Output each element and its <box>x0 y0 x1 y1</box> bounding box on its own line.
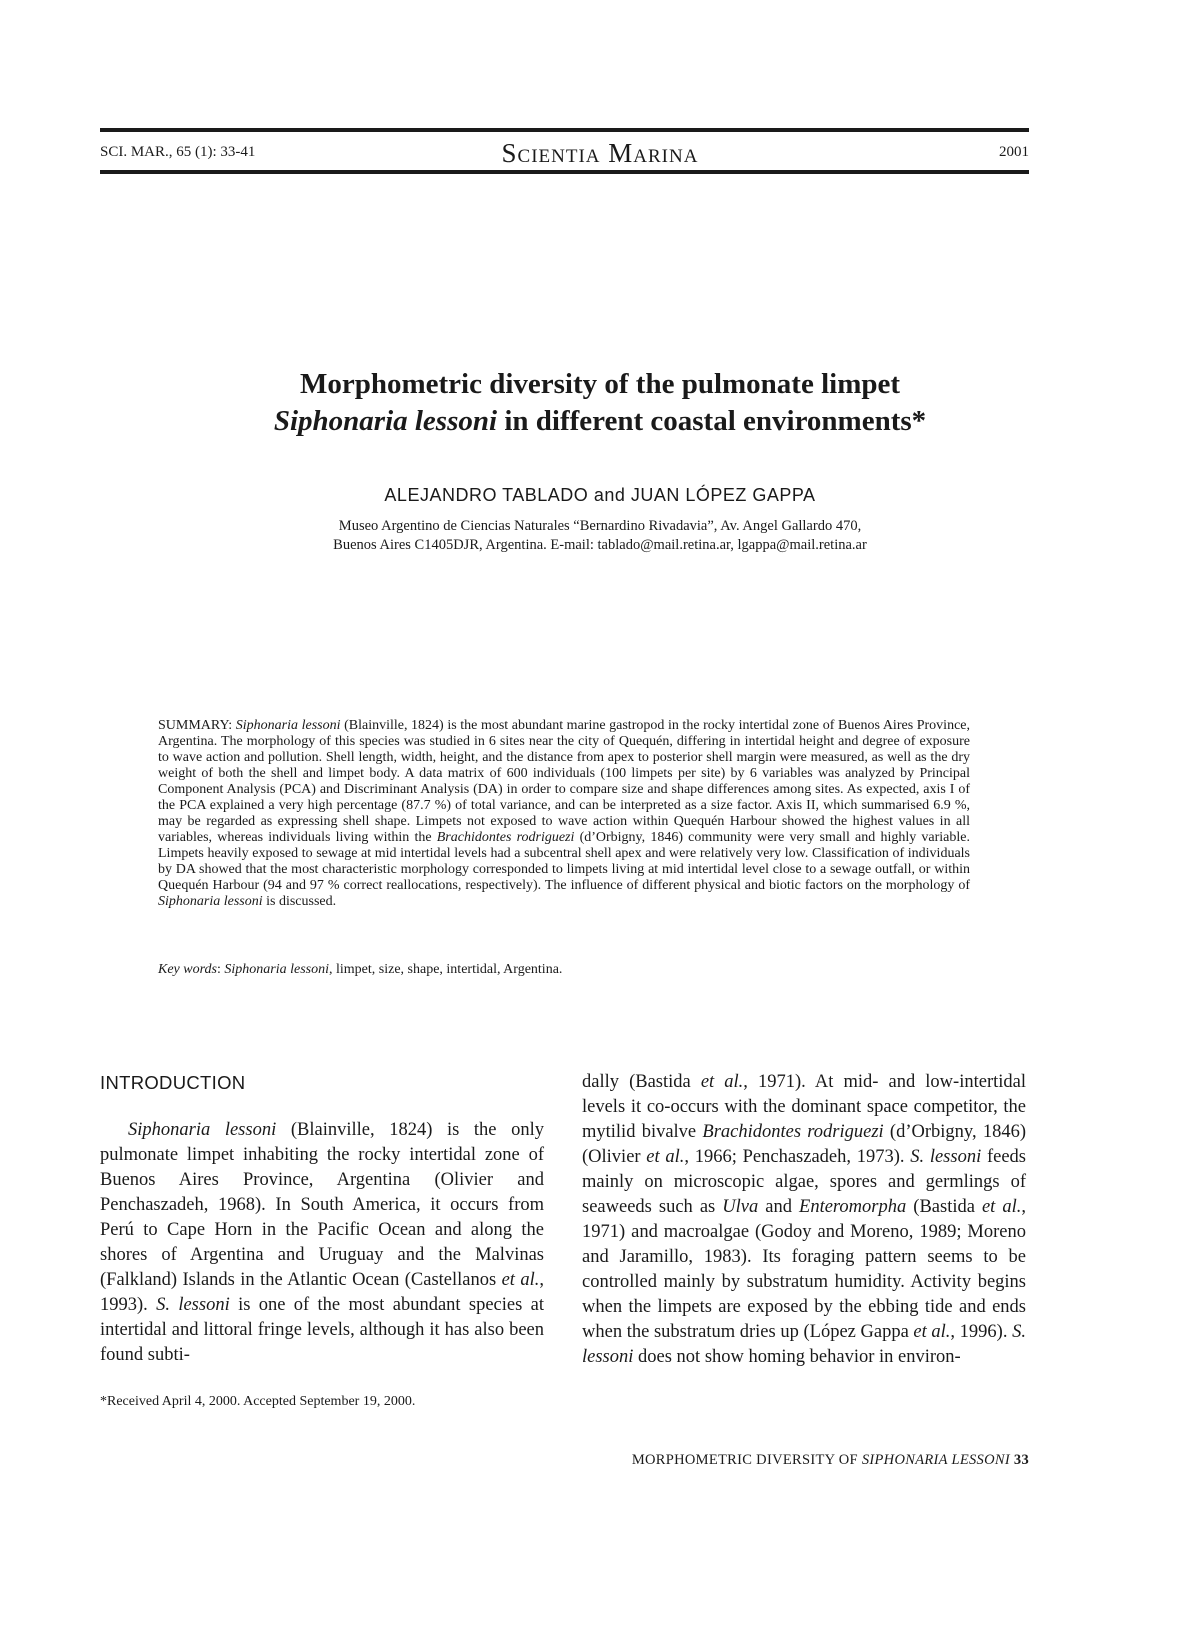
header-year: 2001 <box>999 144 1029 160</box>
authors: ALEJANDRO TABLADO and JUAN LÓPEZ GAPPA <box>384 485 816 505</box>
intro-species: S. lessoni <box>582 1322 1026 1367</box>
section-heading-introduction: INTRODUCTION <box>100 1072 246 1093</box>
intro-text: does not show homing behavior in environ- <box>633 1347 961 1367</box>
intro-text: is one of the most abundant species at intertidal and littoral fringe levels, although it has also been found subti- <box>100 1295 544 1365</box>
header-citation: SCI. MAR., 65 (1): 33-41 <box>100 144 256 160</box>
affiliation <box>0 517 1200 555</box>
intro-text: (Blainville, 1824) is the only pulmonate limpet inhabiting the rocky intertidal zone of Buenos Aires Province, Argentina (Olivier and Penchaszadeh, 1968). In South America, it occurs from Perú to Cape Horn in the Pacific Ocean and along the shores of Argentina and Uruguay and the Malvinas (Falkland) Islands in the Atlantic Ocean (Castellanos <box>100 1120 544 1290</box>
header-top-rule <box>100 128 1029 132</box>
title-species: Siphonaria lessoni <box>273 405 498 437</box>
running-footer-species: SIPHONARIA LESSONI <box>861 1452 1010 1468</box>
abstract-text-2: (d’Orbigny, 1846) community were very small and highly variable. Limpets heavily exposed to sewage at mid intertidal levels had a subcentral shell apex and were relatively very low. Classification of individuals by DA showed that the most characteristic morphology corresponded to limpets living at mid intertidal level close to a sewage outfall, or within Quequén Harbour (94 and 97 % correct reallocations, respectively). The influence of different physical and biotic factors on the morphology of <box>158 830 970 893</box>
intro-text: , 1966; Penchaszadeh, 1973). <box>684 1147 911 1167</box>
intro-text: , 1971). At mid- and low-intertidal levels it co-occurs with the dominant space competitor, the mytilid bivalve <box>582 1072 1026 1142</box>
intro-et-al: et al. <box>700 1072 744 1092</box>
received-footnote: *Received April 4, 2000. Accepted September 19, 2000. <box>100 1394 416 1409</box>
keywords-species: Siphonaria lessoni <box>224 962 329 977</box>
title-line-2 <box>100 403 1100 440</box>
intro-text: (d’Orbigny, 1846) (Olivier <box>582 1122 1026 1167</box>
body-column-right <box>582 1070 1026 1370</box>
abstract-text-3: is discussed. <box>262 894 337 909</box>
running-footer-text: MORPHOMETRIC DIVERSITY OF <box>631 1452 862 1468</box>
intro-text: dally (Bastida <box>582 1072 701 1092</box>
abstract-species-2: Brachidontes rodriguezi <box>436 830 575 845</box>
journal-name: Scientia Marina <box>501 138 699 168</box>
keywords-rest: , limpet, size, shape, intertidal, Argentina. <box>329 962 563 977</box>
intro-text: (Bastida <box>906 1197 982 1217</box>
intro-et-al: et al. <box>913 1322 951 1342</box>
keywords <box>158 962 970 978</box>
abstract-text-1: (Blainville, 1824) is the most abundant marine gastropod in the rocky intertidal zone of Buenos Aires Province, Argentina. The morphology of this species was studied in 6 sites near the city of Quequén, differing in intertidal height and degree of exposure to wave action and pollution. Shell length, width, height, and the distance from apex to posterior shell margin were measured, as well as the dry weight of both the shell and limpet body. A data matrix of 600 individuals (100 limpets per site) by 6 variables was analyzed by Principal Component Analysis (PCA) and Discriminant Analysis (DA) in order to compare size and shape differences among sites. As expected, axis I of the PCA explained a very high percentage (87.7 %) of total variance, and can be interpreted as a size factor. Axis II, which summarised 6.9 %, may be regarded as expressing shell shape. Limpets not exposed to wave action within Quequén Harbour showed the highest values in all variables, whereas individuals living within the <box>158 718 971 845</box>
header-bottom-rule <box>100 170 1029 174</box>
body-column-left <box>100 1070 544 1368</box>
page-number: 33 <box>1013 1452 1029 1468</box>
affiliation-line-1: Museo Argentino de Ciencias Naturales “Bernardino Rivadavia”, Av. Angel Gallardo 470, <box>338 518 862 534</box>
intro-text: , 1996). <box>950 1322 1013 1342</box>
intro-et-al: et al. <box>646 1147 685 1167</box>
intro-paragraph-continued <box>582 1070 1026 1370</box>
title-line-2-rest: in different coastal environments* <box>497 405 927 437</box>
affiliation-line-2: Buenos Aires C1405DJR, Argentina. E-mail: tablado@mail.retina.ar, lgappa@mail.retina.ar <box>333 537 867 553</box>
intro-species: S. lessoni <box>156 1295 230 1315</box>
article-title <box>100 366 1100 440</box>
abstract-species-3: Siphonaria lessoni <box>158 894 263 909</box>
abstract-species-1: Siphonaria lessoni <box>235 718 341 733</box>
intro-species: Enteromorpha <box>799 1197 907 1217</box>
abstract <box>158 718 970 910</box>
title-line-1: Morphometric diversity of the pulmonate limpet <box>299 368 901 400</box>
intro-text: and <box>758 1197 800 1217</box>
intro-species: Ulva <box>722 1197 759 1217</box>
intro-text: feeds mainly on microscopic algae, spores and germlings of seaweeds such as <box>582 1147 1026 1217</box>
intro-et-al: et al. <box>981 1197 1022 1217</box>
intro-species: Brachidontes rodriguezi <box>702 1122 884 1142</box>
intro-paragraph-1 <box>100 1118 544 1368</box>
intro-species: Siphonaria lessoni <box>128 1120 277 1140</box>
intro-et-al: et al. <box>501 1270 540 1290</box>
intro-text: , 1971) and macroalgae (Godoy and Moreno, 1989; Moreno and Jaramillo, 1983). Its foraging pattern seems to be controlled mainly by substratum humidity. Activity begins when the limpets are exposed by the ebbing tide and ends when the substratum dries up (López Gappa <box>582 1197 1026 1342</box>
abstract-label: SUMMARY: <box>158 718 236 733</box>
running-footer <box>632 1452 1029 1469</box>
keywords-label: Key words <box>158 962 217 977</box>
keywords-colon: : <box>216 962 225 977</box>
intro-text: , 1993). <box>100 1270 544 1315</box>
intro-species: S. lessoni <box>910 1147 982 1167</box>
